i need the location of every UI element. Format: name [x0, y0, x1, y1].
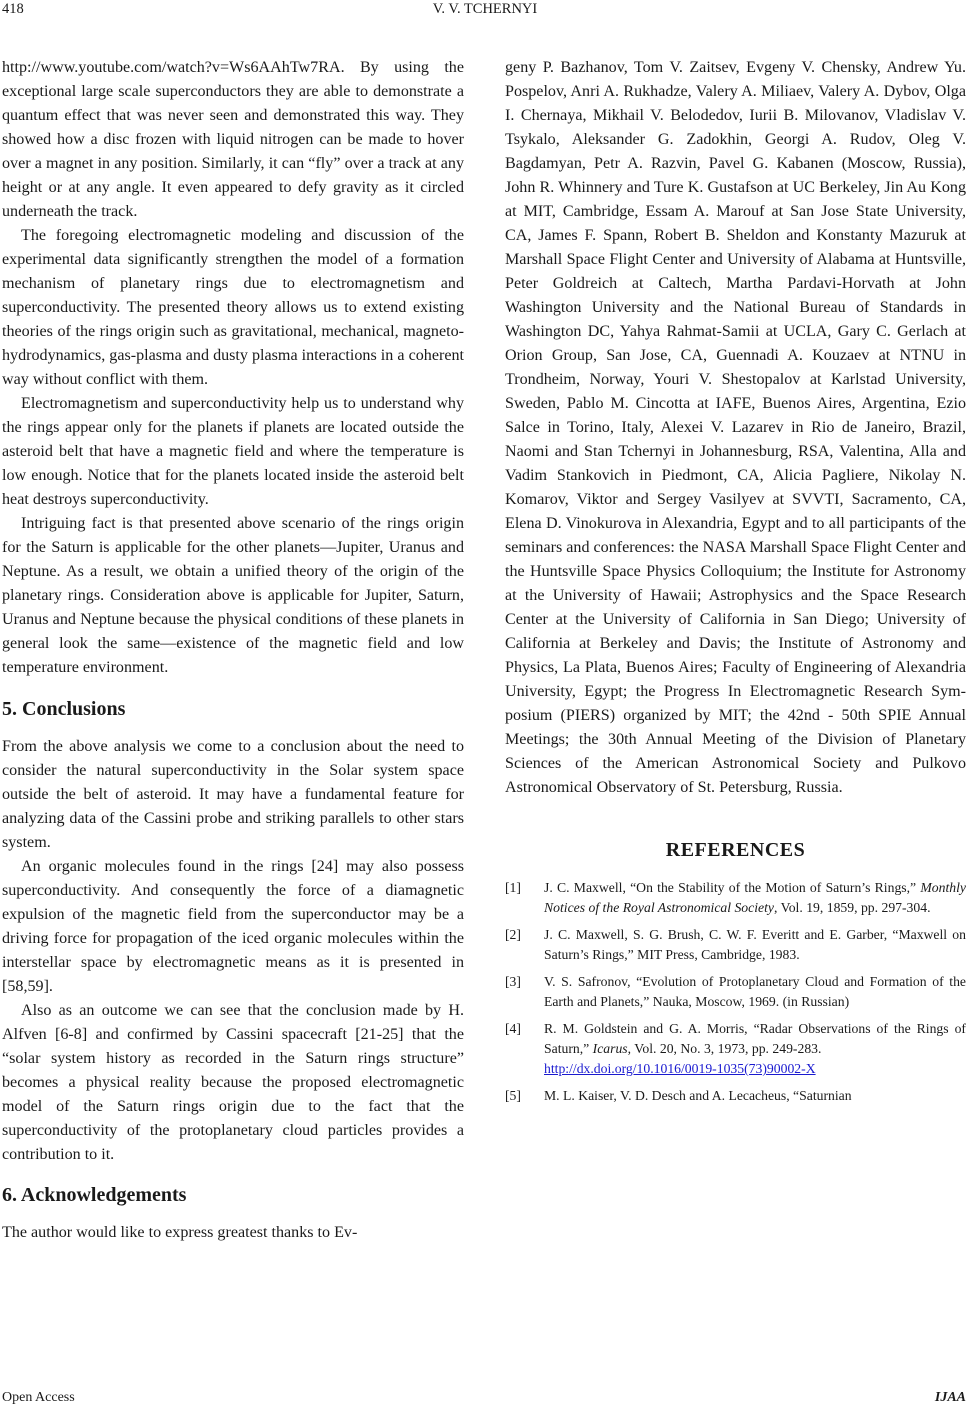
reference-item [505, 925, 966, 965]
footer-journal-abbrev: IJAA [934, 1390, 966, 1405]
reference-number: [4] [505, 1021, 521, 1036]
paragraph-conclusion-3: Also as an outcome we can see that the conclusion made by H. Alfven [6-8] and confirmed by Cassini spacecraft [21-25] that the “solar system history as recorded in the Saturn rings structure” becomes a physical reality because the proposed electromagnetic model of the Saturn rings origin due to the fact that the superconductivity of the protoplanetary cloud particles provides a contribution to it. [2, 1002, 464, 1163]
references-heading: REFERENCES [665, 839, 806, 861]
reference-item [505, 1086, 966, 1106]
paragraph-conclusion-2: An organic molecules found in the rings [24] may also possess superconductivity. And consequently the force of a diamagnetic expulsion of the magnetic field from the superconductor may be a driving force for propagation of the iced organic molecules within the interstellar space by electromagnetic means as it is presented in [58,59]. [2, 858, 464, 995]
reference-item [505, 1019, 966, 1079]
reference-text: V. S. Safronov, “Evolution of Protoplanetary Cloud and Formation of the Earth and Planets,” Nauka, Moscow, 1969. (in Russian) [544, 974, 966, 1009]
running-head-author: V. V. TCHERNYI [432, 1, 538, 17]
reference-text: R. M. Goldstein and G. A. Morris, “Radar Observations of the Rings of Saturn,” Icarus, Vol. 20, No. 3, 1973, pp. 249-283. http://dx.doi.org/10.1016/0019-1035(73)90002-X [544, 1021, 966, 1076]
paragraph-electromagnetism: Electromagnetism and superconductivity help us to understand why the rings appear only for the planets if planets are located outside the asteroid belt that have a magnetic field and where the temperature is low enough. Notice that for the planets located inside the asteroid belt heat destroys superconductivity. [2, 395, 464, 508]
reference-number: [1] [505, 880, 521, 895]
section-heading-conclusions: 5. Conclusions [2, 698, 126, 720]
paragraph-intriguing-fact: Intriguing fact is that presented above scenario of the rings origin for the Saturn is applicable for the other planets—Jupiter, Uranus and Neptune. As a result, we obtain a unified theory of the origin of the planetary rings. Consideration above is applicable for Jupiter, Saturn, Uranus and Neptune because the physical conditions of these planets in general look the same—existence of the magnetic field and low temperature environment. [2, 515, 464, 676]
reference-text: J. C. Maxwell, “On the Stability of the Motion of Saturn’s Rings,” Monthly Notices of the Royal Astronomical Society, Vol. 19, 1859, pp. 297-304. [544, 880, 966, 915]
running-header [0, 0, 970, 22]
reference-number: [3] [505, 974, 521, 989]
right-column [505, 56, 966, 1113]
page-number: 418 [2, 1, 24, 17]
reference-number: [5] [505, 1088, 521, 1103]
paragraph-acknowledgements-continued: geny P. Bazhanov, Tom V. Zaitsev, Evgeny V. Chensky, Andrew Yu. Pospelov, Anri A. Rukhadze, Valery A. Miliaev, Valery A. Dybov, Olga I. Chernaya, Mikhail V. Belodedov, Iurii B. Milovanov, Vladislav V. Tsykalo, Aleksander G. Zadokhin, Georgi A. Rudov, Oleg V. Bagdamyan, Petr A. Razvin, Pavel G. Kabanen (Moscow, Russia), John R. Whinnery and Ture K. Gustafson at UC Berkeley, Jin Au Kong at MIT, Cambridge, Essam A. Marouf at San Jose State University, CA, James F. Spann, Robert B. Sheldon and Konstanty Mazuruk at Marshall Space Flight Center and University of Alabama at Huntsville, Peter Goldreich at Caltech, Martha Pardavi-Horvath at John Washington University and the National Bureau of Standards in Washington DC, Yahya Rahmat-Samii at UCLA, Gary C. Gerlach at Orion Group, San Jose, CA, Guennadi A. Kouzaev at NTNU in Trondheim, Norway, Youri V. Shestopalov at Karlstad University, Sweden, Pablo M. Cincotta at IAFE, Buenos Aires, Argentina, Ezio Salce in Torino, Italy, Alexei V. Lazarev in Rio de Janeiro, Brazil, Naomi and Stan Tchernyi in Johannesburg, RSA, Valentina, Alla and Vadim Stankovich in Piedmont, CA, Alicia Pagliere, Nikolay N. Komarov, Viktor and Sergey Vasilyev at SVVTI, Sacramento, CA, Elena D. Vinokurova in Alexandria, Egypt and to all participants of the seminars and conferences: the NASA Marshall Space Flight Center and the Huntsville Space Physics Colloquium; the Institute for Astronomy at the University of Hawaii; Astrophysics and the Space Research Center at the University of California in San Diego; University of California at Berkeley and Davis; the Institute of Astronomy and Physics, La Plata, Buenos Aires; Faculty of Engineering of Alexandria University, Egypt; the Progress In Electromagnetic Research Symposium (PIERS) organized by MIT; the 42nd - 50th SPIE Annual Meetings; the 30th Annual Meeting of the Division of Planetary Sciences of the American Astronomical Society and Pulkovo Astronomical Observatory of St. Petersburg, Russia. [505, 59, 966, 796]
paragraph-youtube: http://www.youtube.com/watch?v=Ws6AAhTw7RA. By using the exceptional large scale superconductors they are able to demonstrate a quantum effect that was never seen and demonstrated this way. They showed how a disc frozen with liquid nitrogen can be made to hover over a magnet in any position. Similarly, it can “fly” over a track at any height or at any angle. It even appeared to defy gravity as it circled underneath the track. [2, 59, 464, 220]
reference-item [505, 972, 966, 1012]
paragraph-acknowledgements-start: The author would like to express greatest thanks to Ev- [2, 1224, 358, 1241]
section-heading-acknowledgements: 6. Acknowledgements [2, 1184, 187, 1206]
reference-journal: Monthly Notices of the Royal Astronomical Society [544, 880, 966, 915]
paragraph-conclusion-1: From the above analysis we come to a conclusion about the need to consider the natural superconductivity in the Solar system space outside the belt of asteroid. It may have a fundamental feature for analyzing data of the Cassini probe and striking parallels to other stars system. [2, 738, 464, 851]
left-column [2, 56, 464, 1245]
reference-text: M. L. Kaiser, V. D. Desch and A. Lecacheus, “Saturnian [544, 1088, 852, 1103]
reference-journal: Icarus [592, 1041, 628, 1056]
reference-number: [2] [505, 927, 521, 942]
reference-item [505, 878, 966, 918]
reference-text: J. C. Maxwell, S. G. Brush, C. W. F. Everitt and E. Garber, “Maxwell on Saturn’s Rings,” MIT Press, Cambridge, 1983. [544, 927, 966, 962]
doi-link[interactable]: http://dx.doi.org/10.1016/0019-1035(73)90002-X [544, 1061, 816, 1076]
page-footer [0, 1390, 970, 1412]
footer-open-access: Open Access [2, 1390, 75, 1405]
paragraph-modeling: The foregoing electromagnetic modeling and discussion of the experimental data significantly strengthen the model of a formation mechanism of planetary rings due to electromagnetism and superconductivity. The presented theory allows us to extend existing theories of the rings origin such as gravitational, mechanical, magnetohydrodynamics, gas-plasma and dusty plasma interactions in a coherent way without conflict with them. [2, 227, 464, 388]
